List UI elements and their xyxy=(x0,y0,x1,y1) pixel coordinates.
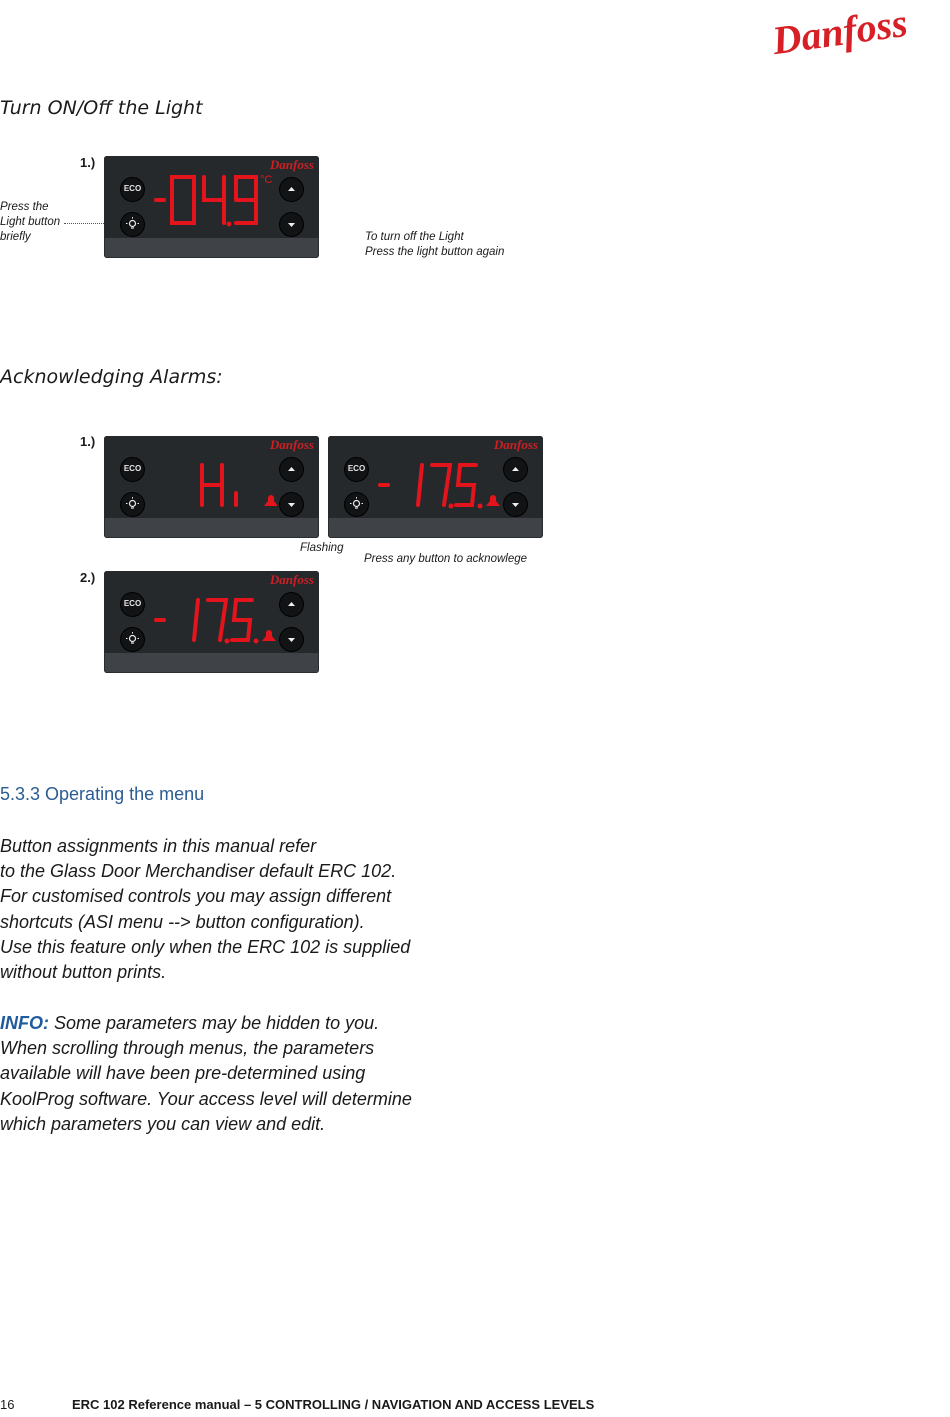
controller-face xyxy=(104,436,319,518)
info-line: which parameters you can view and edit. xyxy=(0,1113,326,1134)
info-label: INFO: xyxy=(0,1013,49,1033)
menu-paragraph xyxy=(0,834,560,985)
info-line: KoolProg software. Your access level will determine xyxy=(0,1088,412,1109)
light-step-1: 1.) xyxy=(80,155,96,170)
arrow-up-icon xyxy=(280,593,303,616)
arrow-down-icon xyxy=(504,493,527,516)
controller-face xyxy=(104,571,319,653)
leader-line xyxy=(64,223,104,224)
turn-off-note-line: Press the light button again xyxy=(365,246,505,258)
down-button[interactable] xyxy=(279,627,304,652)
press-light-note-line: briefly xyxy=(0,231,31,243)
light-button[interactable] xyxy=(120,492,145,517)
acknowledge-note: Press any button to acknowlege xyxy=(364,553,528,565)
lcd-display xyxy=(376,449,501,511)
controller-acknowledged xyxy=(104,571,319,673)
lcd-display xyxy=(152,169,277,231)
paragraph-line: For customised controls you may assign different xyxy=(0,886,392,907)
logo-text: Danfoss xyxy=(769,0,911,64)
menu-section-title: 5.3.3 Operating the menu xyxy=(0,784,205,804)
info-first-line xyxy=(0,1011,580,1036)
down-button[interactable] xyxy=(279,212,304,237)
press-light-note-line: Light button xyxy=(0,216,61,228)
footer-title: ERC 102 Reference manual – 5 CONTROLLING / NAVIGATION AND ACCESS LEVELS xyxy=(72,1397,595,1412)
controller-alarm-hi xyxy=(104,436,319,538)
controller-brand: Danfoss xyxy=(269,437,314,452)
arrow-up-icon xyxy=(504,458,527,481)
press-light-note xyxy=(0,200,60,245)
paragraph-line: shortcuts (ASI menu --> button configuration). xyxy=(0,911,365,932)
info-line: available will have been pre-determined using xyxy=(0,1063,366,1084)
eco-label: ECO xyxy=(123,184,142,193)
light-button[interactable] xyxy=(120,627,145,652)
eco-button[interactable] xyxy=(120,457,145,482)
up-button[interactable] xyxy=(503,457,528,482)
unit-label: °C xyxy=(260,174,273,186)
arrow-down-icon xyxy=(280,628,303,651)
down-button[interactable] xyxy=(503,492,528,517)
paragraph-line: to the Glass Door Merchandiser default ERC 102. xyxy=(0,861,397,882)
decimal-point xyxy=(478,504,483,509)
alarm-bell-icon xyxy=(262,630,276,641)
alarms-heading: Acknowledging Alarms: xyxy=(0,366,223,388)
alarm-bell-icon xyxy=(264,495,277,506)
page-number: 16 xyxy=(0,1397,15,1412)
press-light-note-line: Press the xyxy=(0,201,49,213)
decimal-point xyxy=(227,222,232,227)
controller-face xyxy=(104,156,319,238)
controller-brand: Danfoss xyxy=(269,157,314,172)
controller-brand: Danfoss xyxy=(269,572,314,587)
up-button[interactable] xyxy=(279,592,304,617)
paragraph-line: Button assignments in this manual refer xyxy=(0,836,317,856)
light-bulb-icon xyxy=(121,493,144,516)
controller-light xyxy=(104,156,319,258)
turn-off-note xyxy=(365,230,504,260)
light-bulb-icon xyxy=(121,213,144,236)
up-button[interactable] xyxy=(279,177,304,202)
arrow-down-icon xyxy=(280,493,303,516)
paragraph-line: without button prints. xyxy=(0,962,167,983)
light-button[interactable] xyxy=(120,212,145,237)
light-button[interactable] xyxy=(344,492,369,517)
lcd-display xyxy=(152,449,277,511)
danfoss-logo xyxy=(769,0,910,64)
arrow-down-icon xyxy=(280,213,303,236)
turn-off-note-line: To turn off the Light xyxy=(365,231,464,243)
alarm-bell-icon xyxy=(486,495,500,506)
lcd-display xyxy=(152,584,277,646)
info-first-text: Some parameters may be hidden to you. xyxy=(49,1013,380,1033)
controller-alarm-temp xyxy=(328,436,543,538)
light-heading: Turn ON/Off the Light xyxy=(0,97,203,119)
arrow-up-icon xyxy=(280,458,303,481)
eco-label: ECO xyxy=(123,599,142,608)
decimal-point xyxy=(254,639,259,644)
up-button[interactable] xyxy=(279,457,304,482)
light-bulb-icon xyxy=(121,628,144,651)
light-bulb-icon xyxy=(345,493,368,516)
flashing-note: Flashing xyxy=(300,542,344,554)
eco-button[interactable] xyxy=(344,457,369,482)
eco-button[interactable] xyxy=(120,177,145,202)
arrow-up-icon xyxy=(280,178,303,201)
eco-button[interactable] xyxy=(120,592,145,617)
info-paragraph xyxy=(0,1011,580,1137)
eco-label: ECO xyxy=(123,464,142,473)
controller-face xyxy=(328,436,543,518)
decimal-point xyxy=(225,639,230,644)
alarms-step-1: 1.) xyxy=(80,434,96,449)
eco-label: ECO xyxy=(347,464,366,473)
controller-brand: Danfoss xyxy=(493,437,538,452)
paragraph-line: Use this feature only when the ERC 102 is supplied xyxy=(0,936,411,957)
down-button[interactable] xyxy=(279,492,304,517)
decimal-point xyxy=(449,504,454,509)
alarms-step-2: 2.) xyxy=(80,570,96,585)
info-line: When scrolling through menus, the parameters xyxy=(0,1038,375,1059)
